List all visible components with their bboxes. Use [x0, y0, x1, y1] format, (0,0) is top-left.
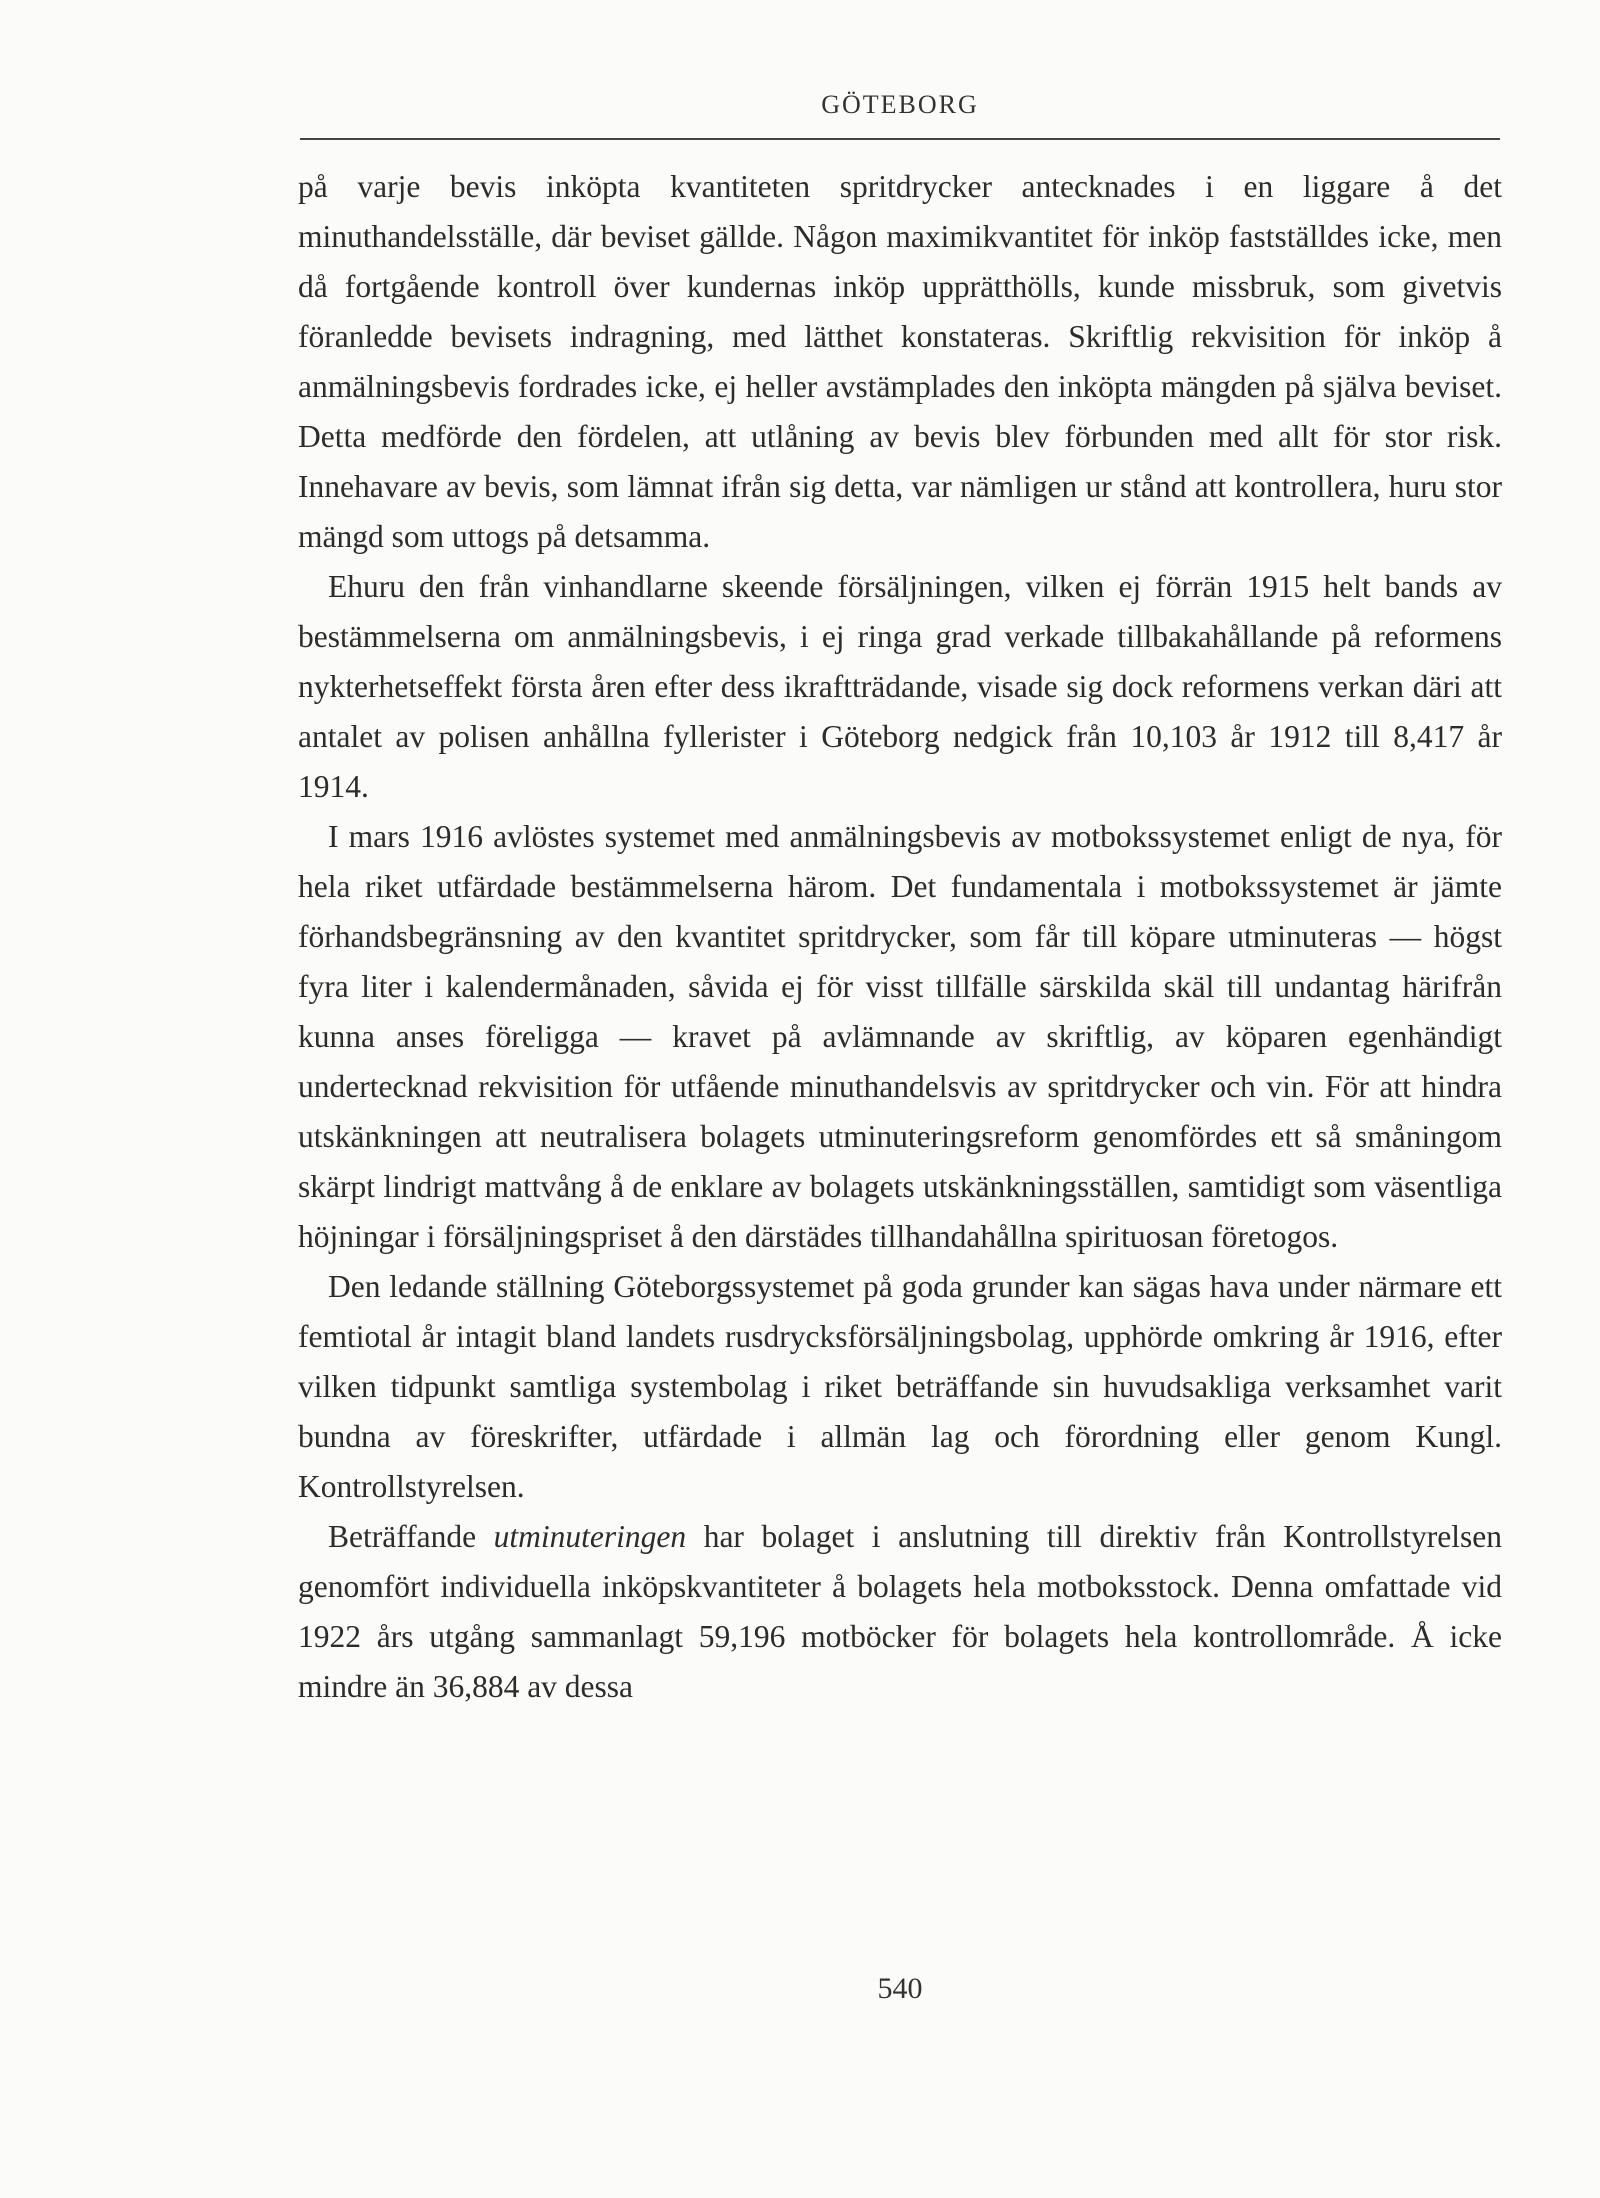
paragraph-2: Ehuru den från vinhandlarne skeende försäljningen, vilken ej förrän 1915 helt bands av bestämmelserna om anmälningsbevis, i ej ringa grad verkade tillbakahållande på reformens nykterhetseffekt första åren efter dess ikraftträdande, visade sig dock reformens verkan däri att antalet av polisen anhållna fyllerister i Göteborg nedgick från 10,103 år 1912 till 8,417 år 1914.: [298, 569, 1502, 804]
header-rule: [300, 138, 1500, 140]
paragraph-5-rest: har bolaget i anslutning till direktiv från Kontrollstyrelsen genomfört individuella inköpskvantiteter å bolagets hela motboksstock. Denna omfattade vid 1922 års utgång sammanlagt 59,196 motböcker för bolagets hela kontrollområde. Å icke mindre än 36,884 av dessa: [298, 1519, 1502, 1704]
page-number: 540: [877, 1972, 923, 2005]
paragraph-4: Den ledande ställning Göteborgssystemet på goda grunder kan sägas hava under närmare ett femtiotal år intagit bland landets rusdrycksförsäljningsbolag, upphörde omkring år 1916, efter vilken tidpunkt samtliga systembolag i riket beträffande sin huvudsakliga verksamhet varit bundna av föreskrifter, utfärdade i allmän lag och förordning eller genom Kungl. Kontrollstyrelsen.: [298, 1269, 1502, 1504]
paragraph-1: på varje bevis inköpta kvantiteten spritdrycker antecknades i en liggare å det minuthandelsställe, där beviset gällde. Någon maximikvantitet för inköp fastställdes icke, men då fortgående kontroll över kundernas inköp upprätthölls, kunde missbruk, som givetvis föranledde bevisets indragning, med lätthet konstateras. Skriftlig rekvisition för inköp å anmälningsbevis fordrades icke, ej heller avstämplades den inköpta mängden på själva beviset. Detta medförde den fördelen, att utlåning av bevis blev förbunden med allt för stor risk. Innehavare av bevis, som lämnat ifrån sig detta, var nämligen ur stånd att kontrollera, huru stor mängd som uttogs på detsamma.: [298, 169, 1502, 554]
paragraph-3: I mars 1916 avlöstes systemet med anmälningsbevis av motbokssystemet enligt de nya, för hela riket utfärdade bestämmelserna härom. Det fundamentala i motbokssystemet är jämte förhandsbegränsning av den kvantitet spritdrycker, som får till köpare utminuteras — högst fyra liter i kalendermånaden, såvida ej för visst tillfälle särskilda skäl till undantag härifrån kunna anses föreligga — kravet på avlämnande av skriftlig, av köparen egenhändigt undertecknad rekvisition för utfående minuthandelsvis av spritdrycker och vin. För att hindra utskänkningen att neutralisera bolagets utminuteringsreform genomfördes ett så småningom skärpt lindrigt mattvång å de enklare av bolagets utskänkningsställen, samtidigt som väsentliga höjningar i försäljningspriset å den därstädes tillhandahållna spirituosan företogos.: [298, 819, 1502, 1254]
italic-term: utminuteringen: [493, 1519, 687, 1554]
running-head: GÖTEBORG: [821, 90, 979, 119]
paragraph-5: [298, 1512, 1502, 1712]
paragraph-5-lead: Beträffande: [328, 1519, 494, 1554]
body-text: [298, 162, 1502, 1712]
